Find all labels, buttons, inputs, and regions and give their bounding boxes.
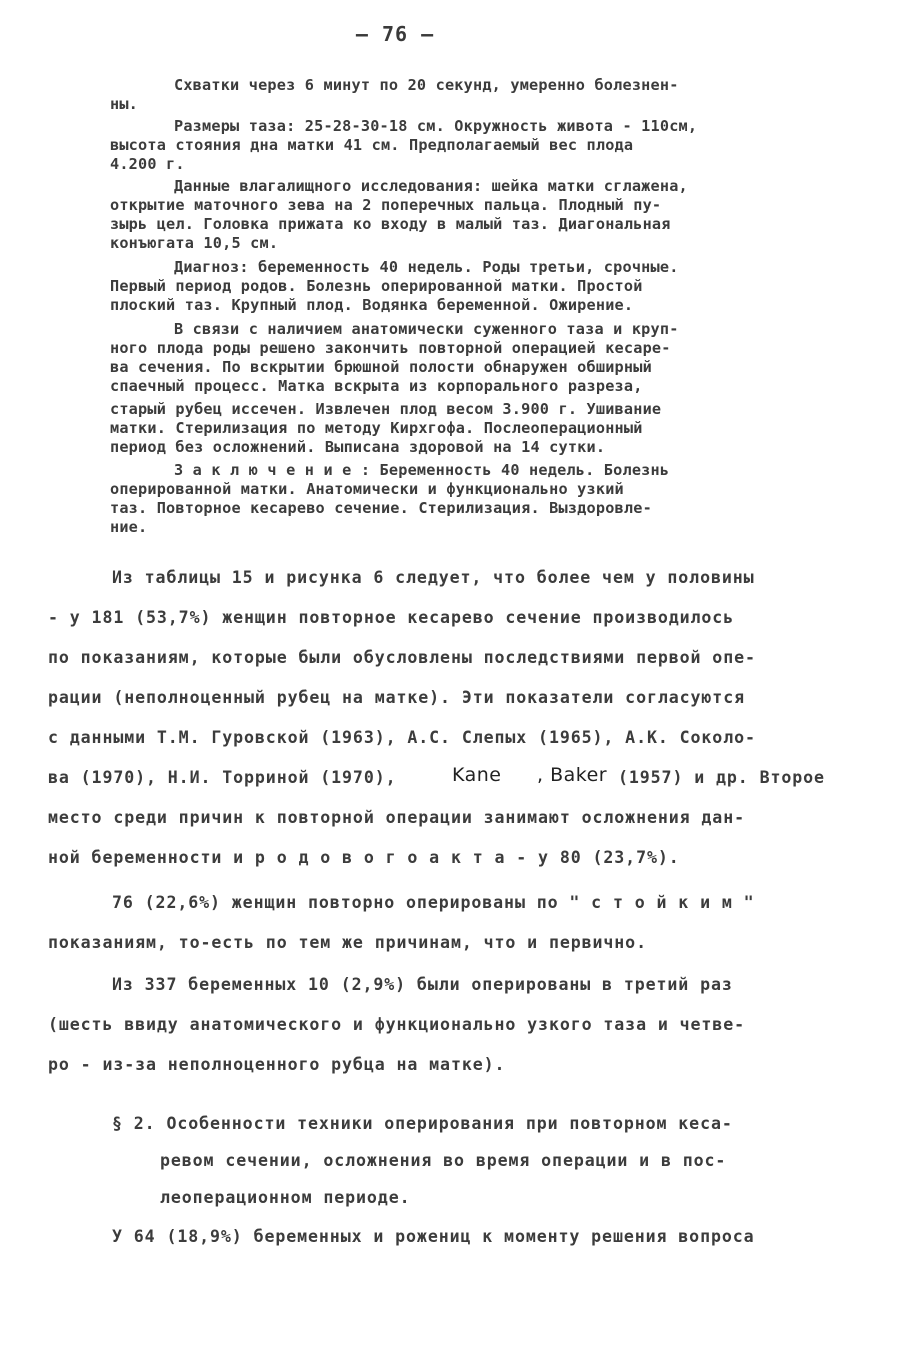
case-line: Диагноз: беременность 40 недель. Роды третьи, срочные.: [174, 258, 679, 276]
case-line: старый рубец иссечен. Извлечен плод весом 3.900 г. Ушивание: [110, 400, 662, 418]
section-line: § 2. Особенности техники оперирования при повторном кеса-: [112, 1114, 733, 1133]
text-line: - у 181 (53,7%) женщин повторное кесарево сечение производилось: [48, 608, 735, 627]
case-line: плоский таз. Крупный плод. Водянка беременной. Ожирение.: [110, 296, 634, 314]
case-line: высота стояния дна матки 41 см. Предполагаемый вес плода: [110, 136, 634, 154]
text-line: 76 (22,6%) женщин повторно оперированы по " с т о й к и м ": [112, 893, 755, 912]
handwritten-author-baker: , Baker: [537, 764, 608, 786]
text-line: У 64 (18,9%) беременных и рожениц к моменту решения вопроса: [112, 1227, 755, 1246]
case-line: открытие маточного зева на 2 поперечных пальца. Плодный пу-: [110, 196, 662, 214]
text-line: ной беременности и р о д о в о г о а к т а - у 80 (23,7%).: [48, 848, 680, 867]
case-line: матки. Стерилизация по методу Кирхгофа. Послеоперационный: [110, 419, 643, 437]
text-line: место среди причин к повторной операции занимают осложнения дан-: [48, 808, 745, 827]
text-line: Из таблицы 15 и рисунка 6 следует, что более чем у половины: [112, 568, 755, 587]
section-line: ревом сечении, осложнения во время операции и в пос-: [160, 1151, 727, 1170]
case-line: таз. Повторное кесарево сечение. Стерилизация. Выздоровле-: [110, 499, 652, 517]
case-line: Схватки через 6 минут по 20 секунд, умеренно болезнен-: [174, 76, 679, 94]
case-line: ного плода роды решено закончить повторной операцией кесаре-: [110, 339, 671, 357]
text-line: ва (1970), Н.И. Торриной (1970),: [48, 768, 397, 787]
section-line: леоперационном периоде.: [160, 1188, 411, 1207]
case-line: В связи с наличием анатомически суженного таза и круп-: [174, 320, 679, 338]
text-line: Из 337 беременных 10 (2,9%) были оперированы в третий раз: [112, 975, 733, 994]
case-line: 4.200 г.: [110, 155, 185, 173]
text-line: ро - из-за неполноценного рубца на матке).: [48, 1055, 506, 1074]
handwritten-author-kane: Kane: [452, 764, 502, 786]
case-line: Размеры таза: 25-28-30-18 см. Окружность живота - 110см,: [174, 117, 698, 135]
page-number: – 76 –: [355, 22, 435, 46]
case-line: ва сечения. По вскрытии брюшной полости обнаружен обширный: [110, 358, 652, 376]
case-line: зырь цел. Головка прижата ко входу в малый таз. Диагональная: [110, 215, 671, 233]
text-line: с данными Т.М. Гуровской (1963), А.С. Слепых (1965), А.К. Соколо-: [48, 728, 756, 747]
text-line: (шесть ввиду анатомического и функционально узкого таза и четве-: [48, 1015, 745, 1034]
case-line: З а к л ю ч е н и е : Беременность 40 недель. Болезнь: [174, 461, 670, 479]
case-line: конъюгата 10,5 см.: [110, 234, 279, 252]
case-line: спаечный процесс. Матка вскрыта из корпорального разреза,: [110, 377, 643, 395]
case-line: оперированной матки. Анатомически и функционально узкий: [110, 480, 624, 498]
text-line: (1957) и др. Второе: [618, 768, 825, 787]
case-line: ны.: [110, 95, 139, 113]
text-line: показаниям, то-есть по тем же причинам, что и первично.: [48, 933, 647, 952]
case-line: Первый период родов. Болезнь оперированной матки. Простой: [110, 277, 643, 295]
case-line: Данные влагалищного исследования: шейка матки сглажена,: [174, 177, 688, 195]
text-line: рации (неполноценный рубец на матке). Эти показатели согласуются: [48, 688, 745, 707]
case-line: ние.: [110, 518, 148, 536]
case-line: период без осложнений. Выписана здоровой на 14 сутки.: [110, 438, 606, 456]
text-line: по показаниям, которые были обусловлены последствиями первой опе-: [48, 648, 756, 667]
